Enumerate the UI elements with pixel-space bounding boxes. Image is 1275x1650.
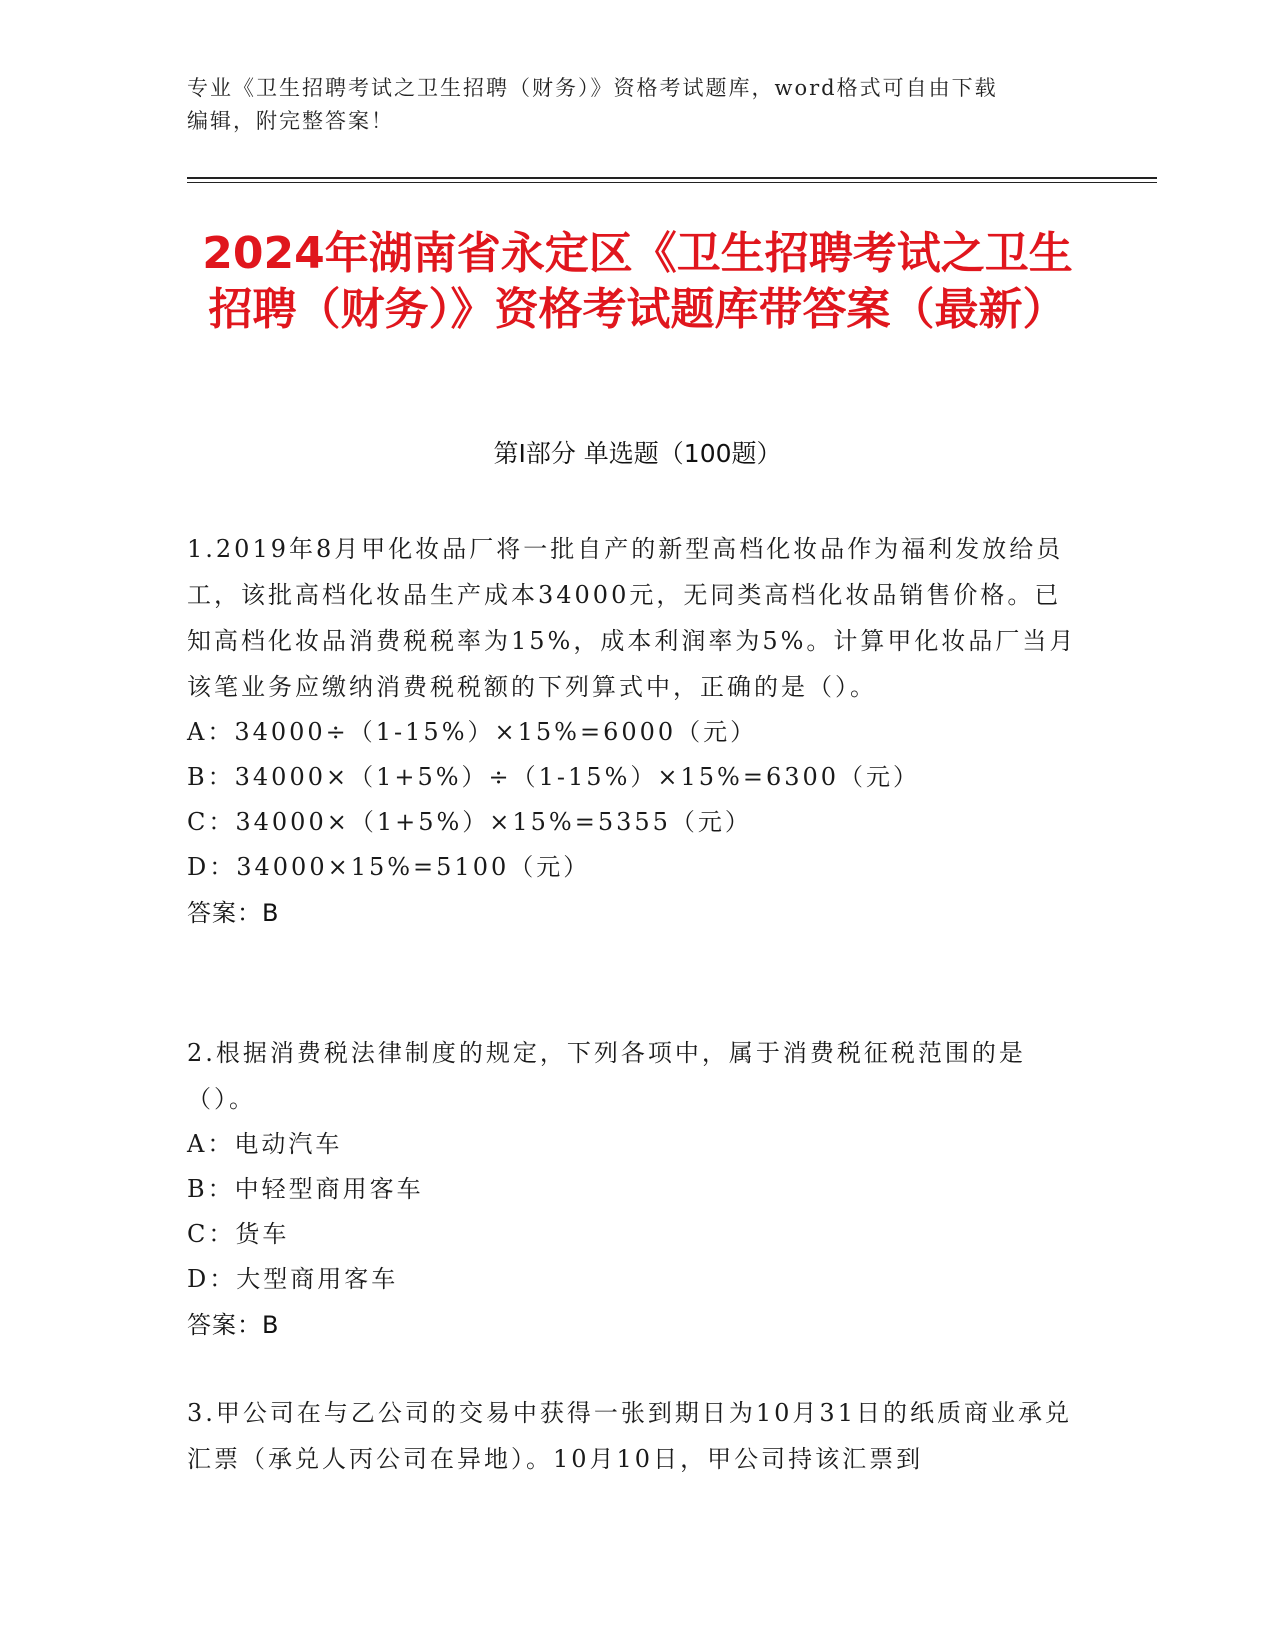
answer: 答案：B bbox=[187, 899, 280, 927]
header-line-1: 专业《卫生招聘考试之卫生招聘（财务）》资格考试题库，word格式可自由下载 bbox=[187, 76, 998, 100]
header-line-2: 编辑，附完整答案！ bbox=[187, 109, 394, 133]
option-c: C：34000×（1+5%）×15%=5355（元） bbox=[187, 808, 752, 836]
header-divider-thick bbox=[187, 177, 1157, 179]
section-heading: 第I部分 单选题（100题） bbox=[493, 439, 782, 468]
option-d: D：大型商用客车 bbox=[187, 1265, 399, 1293]
question-1 bbox=[187, 526, 1088, 936]
option-a: A：电动汽车 bbox=[187, 1130, 343, 1158]
document-title: 2024年湖南省永定区《卫生招聘考试之卫生招聘（财务）》资格考试题库带答案（最新） bbox=[202, 228, 1073, 335]
option-a: A：34000÷（1-15%）×15%=6000（元） bbox=[187, 718, 758, 746]
question-3 bbox=[187, 1390, 1088, 1482]
question-2 bbox=[187, 1030, 1088, 1348]
option-b: B：34000×（1+5%）÷（1-15%）×15%=6300（元） bbox=[187, 763, 921, 791]
question-stem: 3.甲公司在与乙公司的交易中获得一张到期日为10月31日的纸质商业承兑汇票（承兑人丙公司在异地）。10月10日，甲公司持该汇票到 bbox=[187, 1399, 1072, 1473]
header-divider-thin bbox=[187, 182, 1157, 183]
option-d: D：34000×15%=5100（元） bbox=[187, 853, 591, 881]
question-stem: 2.根据消费税法律制度的规定，下列各项中，属于消费税征税范围的是（）。 bbox=[187, 1039, 1026, 1113]
question-stem: 1.2019年8月甲化妆品厂将一批自产的新型高档化妆品作为福利发放给员工，该批高档化妆品生产成本34000元，无同类高档化妆品销售价格。已知高档化妆品消费税税率为15%，成本利润率为5%。计算甲化妆品厂当月该笔业务应缴纳消费税税额的下列算式中，正确的是（）。 bbox=[187, 535, 1077, 701]
option-c: C：货车 bbox=[187, 1220, 290, 1248]
page-header bbox=[187, 72, 1087, 138]
answer: 答案：B bbox=[187, 1311, 280, 1339]
option-b: B：中轻型商用客车 bbox=[187, 1175, 424, 1203]
